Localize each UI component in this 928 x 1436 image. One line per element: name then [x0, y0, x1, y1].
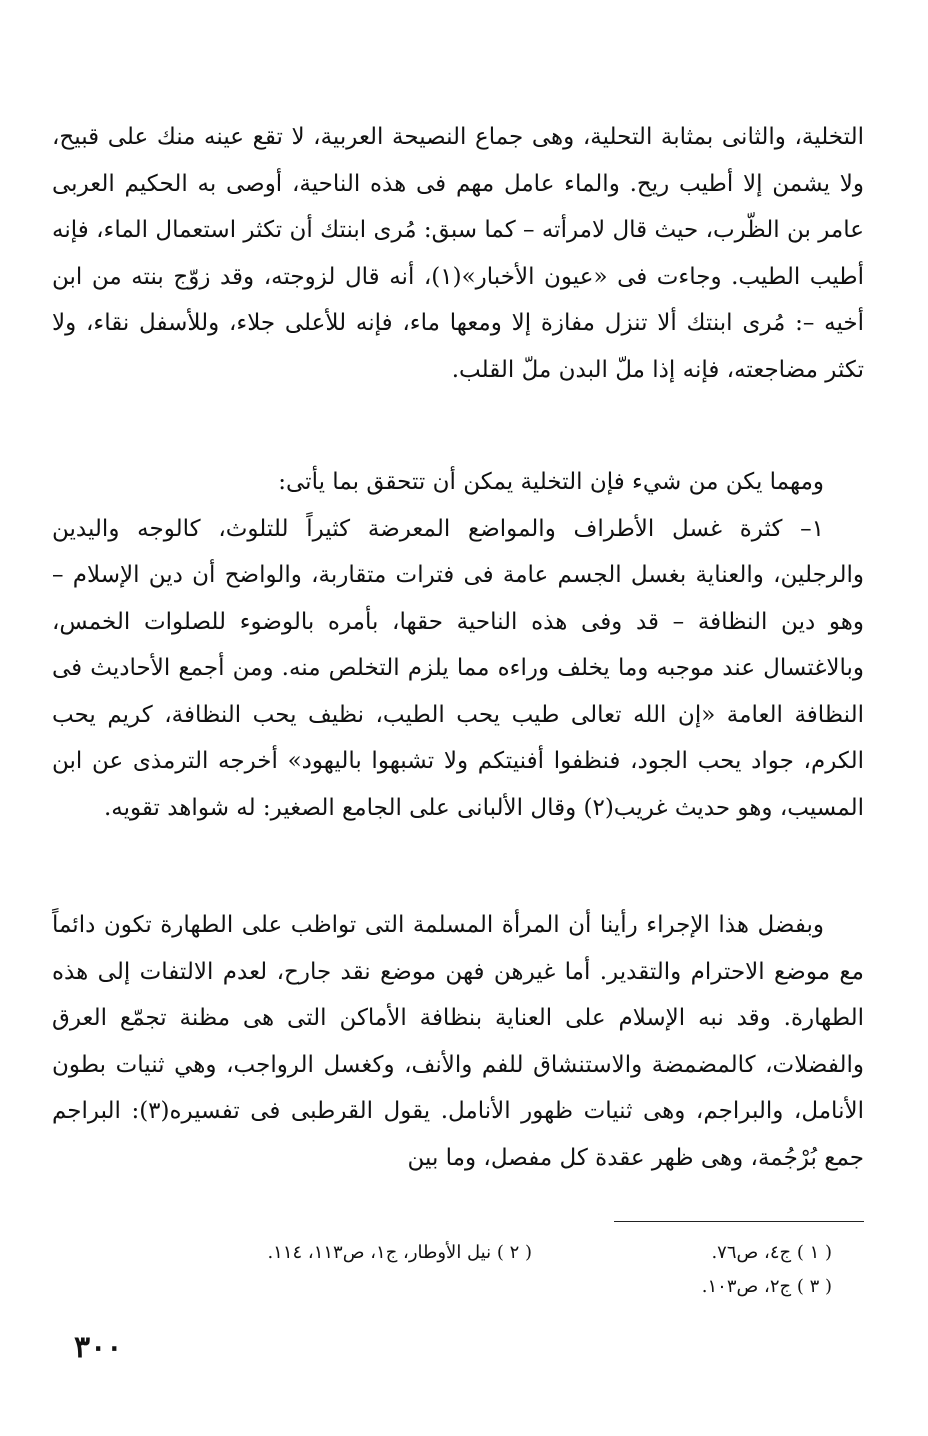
- footnote-1: ( ١ ) ج٤، ص٧٦.: [711, 1242, 832, 1263]
- footnotes: [60, 1236, 832, 1304]
- paragraph-method-intro: ومهما يكن من شيء فإن التخلية يمكن أن تتحقق بما يأتى:: [278, 469, 824, 495]
- footnote-row-2: [60, 1270, 832, 1304]
- body-text-section-2: [52, 459, 864, 831]
- footnote-row-1: [60, 1236, 832, 1270]
- paragraph-item-one: ١– كثرة غسل الأطراف والمواضع المعرضة كثيراً للتلوث، كالوجه واليدين والرجلين، والعناية بغسل الجسم عامة فى فترات متقاربة، والواضح أن دين الإسلام – وهو دين النظافة – قد وفى هذه الناحية حقها، بأمره بالوضوء للصلوات الخمس، وبالاغتسال عند موجبه وما يخلف وراءه مما يلزم التخلص منه. ومن أجمع الأحاديث فى النظافة العامة «إن الله تعالى طيب يحب الطيب، نظيف يحب النظافة، كريم يحب الكرم، جواد يحب الجود، فنظفوا أفنيتكم ولا تشبهوا باليهود» أخرجه الترمذى عن ابن المسيب، وهو حديث غريب(٢) وقال الألبانى على الجامع الصغير: له شواهد تقويه.: [52, 515, 864, 821]
- body-text-section-3: [52, 902, 864, 1181]
- footnote-divider: [614, 1221, 864, 1222]
- page-number: ٣٠٠: [74, 1330, 123, 1365]
- footnote-3: ( ٣ ) ج٢، ص١٠٣.: [701, 1276, 832, 1297]
- footnote-2: ( ٢ ) نيل الأوطار، ج١، ص١١٣، ١١٤.: [267, 1242, 532, 1263]
- paragraph-purity: وبفضل هذا الإجراء رأينا أن المرأة المسلمة التى تواظب على الطهارة تكون دائماً مع موضع الاحترام والتقدير. أما غيرهن فهن موضع نقد جارح، لعدم الالتفات إلى هذه الطهارة. وقد نبه الإسلام على العناية بنظافة الأماكن التى هى مظنة تجمّع العرق والفضلات، كالمضمضة والاستنشاق للفم والأنف، وكغسل الرواجب، وهي ثنيات بطون الأنامل، والبراجم، وهى ثنيات ظهور الأنامل. يقول القرطبى فى تفسيره(٣): البراجم جمع بُرْجُمة، وهى ظهر عقدة كل مفصل، وما بين: [52, 912, 864, 1171]
- body-text-section-1: [52, 114, 864, 393]
- paragraph-intro: التخلية، والثانى بمثابة التحلية، وهى جماع النصيحة العربية، لا تقع عينه منك على قبيح، ولا يشمن إلا أطيب ريح. والماء عامل مهم فى هذه الناحية، أوصى به الحكيم العربى عامر بن الظّرب، حيث قال لامرأته – كما سبق: مُرى ابنتك أن تكثر استعمال الماء، فإنه أطيب الطيب. وجاءت فى «عيون الأخبار»(١)، أنه قال لزوجته، وقد زوّج بنته من ابن أخيه –: مُرى ابنتك ألا تنزل مفازة إلا ومعها ماء، فإنه للأعلى جلاء، وللأسفل نقاء، ولا تكثر مضاجعته، فإنه إذا ملّ البدن ملّ القلب.: [52, 124, 864, 383]
